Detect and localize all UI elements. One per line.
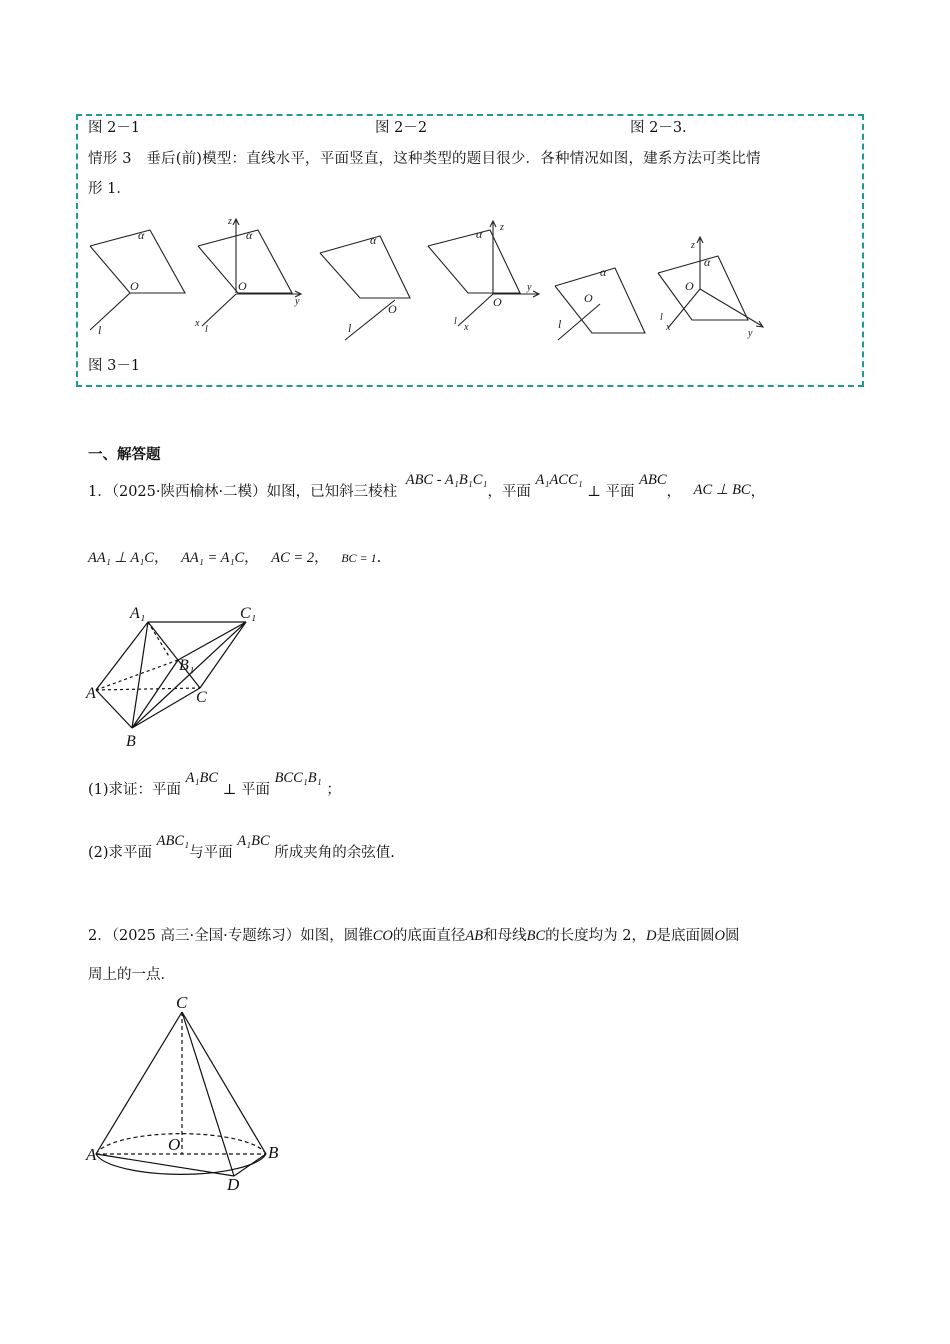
label-o: O [168, 1135, 181, 1154]
y-label: y [748, 328, 753, 339]
label-a: A [86, 685, 96, 702]
q1-part1 [88, 770, 341, 800]
figure-3-1-diagrams [80, 208, 780, 348]
section-title: 一、解答题 [88, 446, 161, 463]
q1-part1-prefix: (1)求证：平面 [88, 782, 182, 798]
q2-text-e: 是底面圆 [656, 928, 715, 944]
q1-plane1: A₁ACC₁ [535, 472, 583, 488]
q1-prism: ABC - A₁B₁C₁ [405, 472, 488, 488]
q2-text-d: 的长度均为 2， [545, 928, 646, 944]
z-label: z [691, 240, 695, 251]
q1-cond5: BC = 1 [341, 551, 377, 565]
q1-text-plane: ，平面 [487, 484, 531, 500]
q1-part2-plane-a: ABC₁ [156, 833, 190, 849]
q1-part1-plane-a: A₁BC [185, 770, 219, 786]
label-c: C [196, 689, 207, 706]
panel-3 [320, 233, 410, 340]
l-label: l [98, 323, 102, 337]
label-b1: B₁ [179, 657, 195, 674]
q1-plane2: ABC [639, 472, 667, 488]
q2-diameter: AB [465, 928, 484, 944]
y-label: y [295, 296, 300, 307]
alpha-label: α [246, 228, 253, 242]
alpha-label: α [704, 255, 711, 269]
q1-part2-plane-b: A₁BC [237, 833, 270, 849]
y-label: y [527, 282, 532, 293]
l-label: l [558, 317, 562, 331]
label-b: B [126, 733, 136, 748]
fig-3-1-caption: 图 3－1 [88, 358, 141, 374]
alpha-label: α [600, 265, 607, 279]
alpha-label: α [138, 228, 145, 242]
q1-part1-plane-b: BCC₁B₁ [274, 770, 322, 786]
o-label: O [493, 295, 502, 309]
q1-prism-figure [82, 598, 272, 748]
label-a: A [86, 1145, 97, 1164]
q1-line1: 1．（2025·陕西榆林·二模）如图，已知斜三棱柱 ABC - A₁B₁C₁，平面 A₁ACC₁ ⊥ 平面 ABC， AC ⊥ BC， [88, 472, 766, 500]
o-label: O [238, 279, 247, 293]
case3-text-line2: 形 1． [88, 181, 131, 197]
panel-6 [658, 237, 763, 339]
o-label: O [130, 279, 139, 293]
q1-line2: AA₁ ⊥ A₁C， AA₁ = A₁C， AC = 2， BC = 1. [88, 550, 382, 566]
panel-5 [555, 265, 645, 340]
q2-generatrix: BC [526, 928, 546, 944]
l-label: l [205, 324, 208, 335]
q1-part2-mid: 与平面 [189, 845, 233, 861]
x-label: x [195, 318, 200, 329]
alpha-label: α [370, 233, 377, 247]
q1-number: 1． [88, 484, 112, 500]
label-c1: C₁ [240, 605, 257, 622]
q1-perp-text: ⊥ 平面 [587, 484, 635, 500]
label-d: D [227, 1175, 240, 1194]
q1-part2-prefix: (2)求平面 [88, 845, 153, 861]
q1-cond4: AC = 2 [271, 550, 315, 566]
q1-part1-mid: ⊥ 平面 [222, 782, 270, 798]
q2-text-a: （2025 高三·全国·专题练习）如图，圆锥 [111, 928, 373, 944]
fig-2-2-caption: 图 2－2 [375, 120, 428, 136]
z-label: z [500, 222, 504, 233]
q2-center: O [714, 928, 725, 944]
q2-text-f: 圆 [724, 928, 740, 944]
q2-line1 [88, 926, 739, 946]
l-label: l [454, 316, 457, 327]
l-label: l [660, 312, 663, 323]
case3-text-line1: 情形 3 垂后(前)模型：直线水平，平面竖直，这种类型的题目很少．各种情况如图，建系方法可类比情 [88, 151, 761, 167]
z-label: z [228, 216, 232, 227]
q1-part2-end: 所成夹角的余弦值. [274, 845, 395, 861]
q2-point-d: D [645, 928, 657, 944]
q1-source: （2025·陕西榆林·二模）如图，已知斜三棱柱 [111, 484, 398, 500]
fig-2-1-caption: 图 2－1 [88, 120, 141, 136]
fig-2-3-caption: 图 2－3. [630, 120, 687, 136]
x-label: x [464, 322, 469, 333]
o-label: O [584, 291, 593, 305]
panel-4 [428, 221, 539, 333]
q1-part2 [88, 833, 395, 863]
q2-number: 2． [88, 928, 112, 944]
q2-cone-figure [84, 992, 294, 1202]
label-b: B [268, 1143, 279, 1162]
q1-cond1: AC ⊥ BC [693, 482, 751, 498]
q2-line2: 周上的一点． [88, 967, 175, 983]
panel-2 [194, 216, 301, 335]
o-label: O [685, 279, 694, 293]
label-c: C [176, 993, 188, 1012]
x-label: x [666, 322, 671, 333]
q1-part1-end: ； [326, 782, 341, 798]
q1-cond2: AA₁ ⊥ A₁C [88, 550, 154, 566]
alpha-label: α [476, 227, 483, 241]
l-label: l [348, 321, 352, 335]
label-a1: A₁ [130, 605, 146, 622]
q2-text-c: 和母线 [483, 928, 527, 944]
q2-cone: CO [372, 928, 393, 944]
q1-cond3: AA₁ = A₁C [181, 550, 245, 566]
panel-1 [90, 228, 185, 337]
q2-text-b: 的底面直径 [392, 928, 466, 944]
o-label: O [388, 302, 397, 316]
